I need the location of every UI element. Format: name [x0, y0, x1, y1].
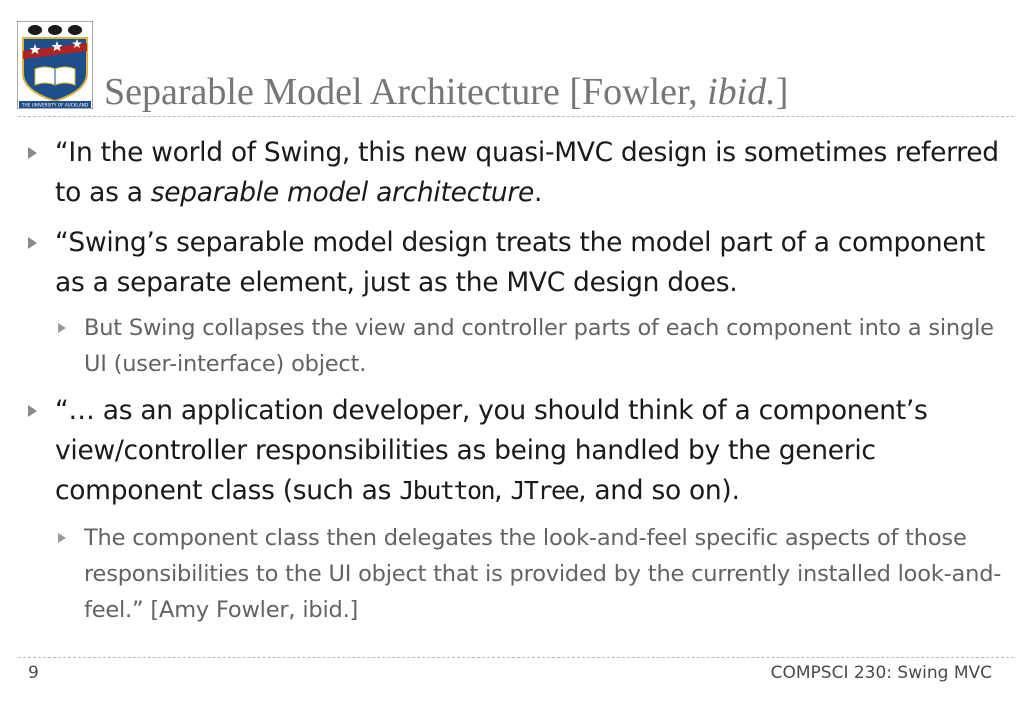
sub-bullet-1-text: But Swing collapses the view and controller parts of each component into a single UI (user-interface) object.: [84, 315, 994, 377]
bullet-2: [55, 223, 1010, 303]
slide-title-main: Separable Model Architecture [Fowler,: [104, 71, 708, 113]
title-divider: [18, 116, 1014, 117]
sub-bullet-2-text: The component class then delegates the look-and-feel specific aspects of those responsibilities to the UI object that is provided by the currently installed look-and-feel.” [Amy Fowler, ibid.]: [84, 525, 1002, 623]
slide-title-italic: ibid.: [707, 71, 776, 113]
bullet-arrow-icon: [28, 405, 37, 417]
bullet-1-emphasis: separable model architecture: [150, 177, 535, 208]
sub-bullet-2: [84, 520, 1014, 628]
sub-bullet-arrow-icon: [58, 533, 66, 543]
bullet-3: [55, 391, 1010, 511]
bullet-2-text: “Swing’s separable model design treats the model part of a component as a separate element, just as the MVC design does.: [55, 227, 985, 298]
bullet-1-text: “In the world of Swing, this new quasi-MVC design is sometimes referred to as a: [55, 137, 999, 208]
bullet-arrow-icon: [28, 147, 37, 159]
logo-text: THE UNIVERSITY OF AUCKLAND: [21, 102, 89, 108]
bullet-1: [55, 133, 1010, 213]
code-jtree: JTree: [510, 476, 579, 505]
sub-bullet-arrow-icon: [58, 323, 66, 333]
slide-title-end: ]: [775, 71, 789, 113]
university-logo: [17, 21, 93, 109]
code-jbutton: Jbutton: [399, 476, 495, 505]
bullet-1-end: .: [534, 177, 543, 208]
course-label: COMPSCI 230: Swing MVC: [770, 663, 992, 683]
bullet-3-end: , and so on).: [578, 475, 740, 506]
footer-divider: [18, 657, 1014, 658]
bullet-3-sep: ,: [494, 475, 511, 506]
sub-bullet-1: [84, 310, 1014, 382]
page-number: 9: [28, 663, 39, 683]
bullet-3-text: “… as an application developer, you should think of a component’s view/controller responsibilities as being handled by the generic component class (such as: [55, 395, 928, 506]
slide-title: [104, 70, 788, 114]
bullet-arrow-icon: [28, 237, 37, 249]
